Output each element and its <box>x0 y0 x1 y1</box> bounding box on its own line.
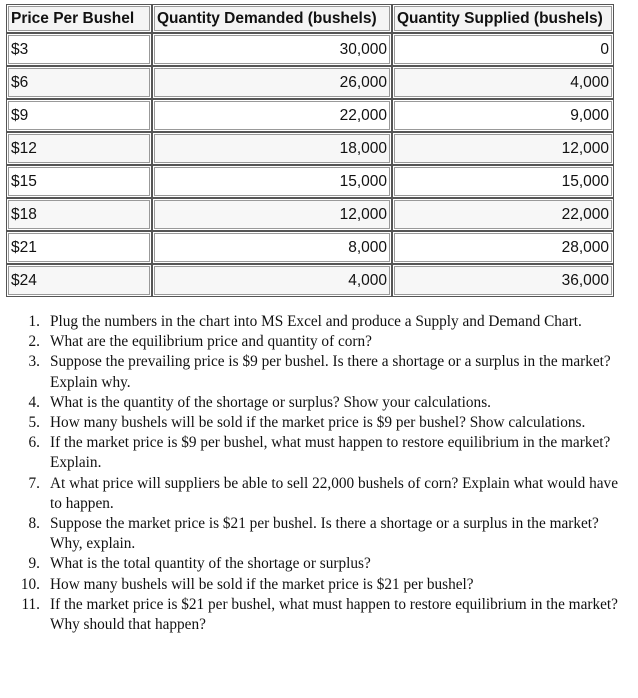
question-number: 1. <box>28 313 40 330</box>
table-row <box>6 165 614 198</box>
price-cell: $24 <box>6 264 152 297</box>
supplied-cell: 4,000 <box>392 66 614 99</box>
price-cell: $21 <box>6 231 152 264</box>
question-number: 3. <box>28 353 40 371</box>
table-row <box>6 33 614 66</box>
list-item <box>0 413 632 433</box>
demanded-cell: 12,000 <box>152 198 392 231</box>
list-item <box>0 595 632 635</box>
supplied-cell: 36,000 <box>392 264 614 297</box>
question-number: 10. <box>20 575 40 593</box>
question-number: 2. <box>28 333 40 351</box>
table-header-row <box>6 4 614 33</box>
question-list <box>0 312 632 635</box>
question-number: 11. <box>21 595 40 613</box>
header-price: Price Per Bushel <box>6 4 152 33</box>
supplied-cell: 0 <box>392 33 614 66</box>
list-item <box>0 393 632 413</box>
supply-demand-table <box>6 4 614 297</box>
list-item <box>0 332 632 352</box>
question-text: At what price will suppliers be able to sell 22,000 bushels of corn? Explain what would have to happen. <box>50 474 618 512</box>
list-item <box>0 474 632 514</box>
demanded-cell: 15,000 <box>152 165 392 198</box>
question-text: Suppose the prevailing price is $9 per bushel. Is there a shortage or a surplus in the market? Explain why. <box>50 353 611 391</box>
price-cell: $18 <box>6 198 152 231</box>
supplied-cell: 22,000 <box>392 198 614 231</box>
list-item <box>0 352 632 392</box>
demanded-cell: 26,000 <box>152 66 392 99</box>
table-row <box>6 198 614 231</box>
question-text: If the market price is $9 per bushel, what must happen to restore equilibrium in the market? Explain. <box>50 434 611 472</box>
table-row <box>6 66 614 99</box>
question-number: 7. <box>28 474 40 492</box>
supplied-cell: 28,000 <box>392 231 614 264</box>
demanded-cell: 22,000 <box>152 99 392 132</box>
header-quantity-demanded: Quantity Demanded (bushels) <box>152 4 392 33</box>
list-item <box>0 554 632 574</box>
question-text: What is the total quantity of the shortage or surplus? <box>50 555 371 573</box>
table-row <box>6 99 614 132</box>
list-item <box>0 433 632 473</box>
question-text: What are the equilibrium price and quantity of corn? <box>50 333 372 351</box>
question-number: 4. <box>28 393 40 411</box>
price-cell: $15 <box>6 165 152 198</box>
question-text: What is the quantity of the shortage or surplus? Show your calculations. <box>50 393 491 411</box>
list-item <box>0 575 632 595</box>
price-cell: $3 <box>6 33 152 66</box>
question-text: How many bushels will be sold if the market price is $9 per bushel? Show calculations. <box>50 414 586 432</box>
demanded-cell: 18,000 <box>152 132 392 165</box>
question-text: Plug the numbers in the chart into MS Excel and produce a Supply and Demand Chart. <box>50 313 582 330</box>
price-cell: $9 <box>6 99 152 132</box>
list-item <box>0 312 632 332</box>
demanded-cell: 4,000 <box>152 264 392 297</box>
question-text: How many bushels will be sold if the market price is $21 per bushel? <box>50 575 474 593</box>
price-cell: $6 <box>6 66 152 99</box>
demanded-cell: 8,000 <box>152 231 392 264</box>
price-cell: $12 <box>6 132 152 165</box>
question-number: 9. <box>28 555 40 573</box>
question-number: 5. <box>28 414 40 432</box>
table-row <box>6 231 614 264</box>
question-text: Suppose the market price is $21 per bushel. Is there a shortage or a surplus in the market? Why, explain. <box>50 515 599 553</box>
list-item <box>0 514 632 554</box>
supplied-cell: 9,000 <box>392 99 614 132</box>
table-row <box>6 132 614 165</box>
demanded-cell: 30,000 <box>152 33 392 66</box>
question-number: 8. <box>28 515 40 533</box>
supplied-cell: 15,000 <box>392 165 614 198</box>
supplied-cell: 12,000 <box>392 132 614 165</box>
question-text: If the market price is $21 per bushel, what must happen to restore equilibrium in the market? Why should that happen? <box>50 595 618 634</box>
question-number: 6. <box>28 434 40 452</box>
table-row <box>6 264 614 297</box>
header-quantity-supplied: Quantity Supplied (bushels) <box>392 4 614 33</box>
